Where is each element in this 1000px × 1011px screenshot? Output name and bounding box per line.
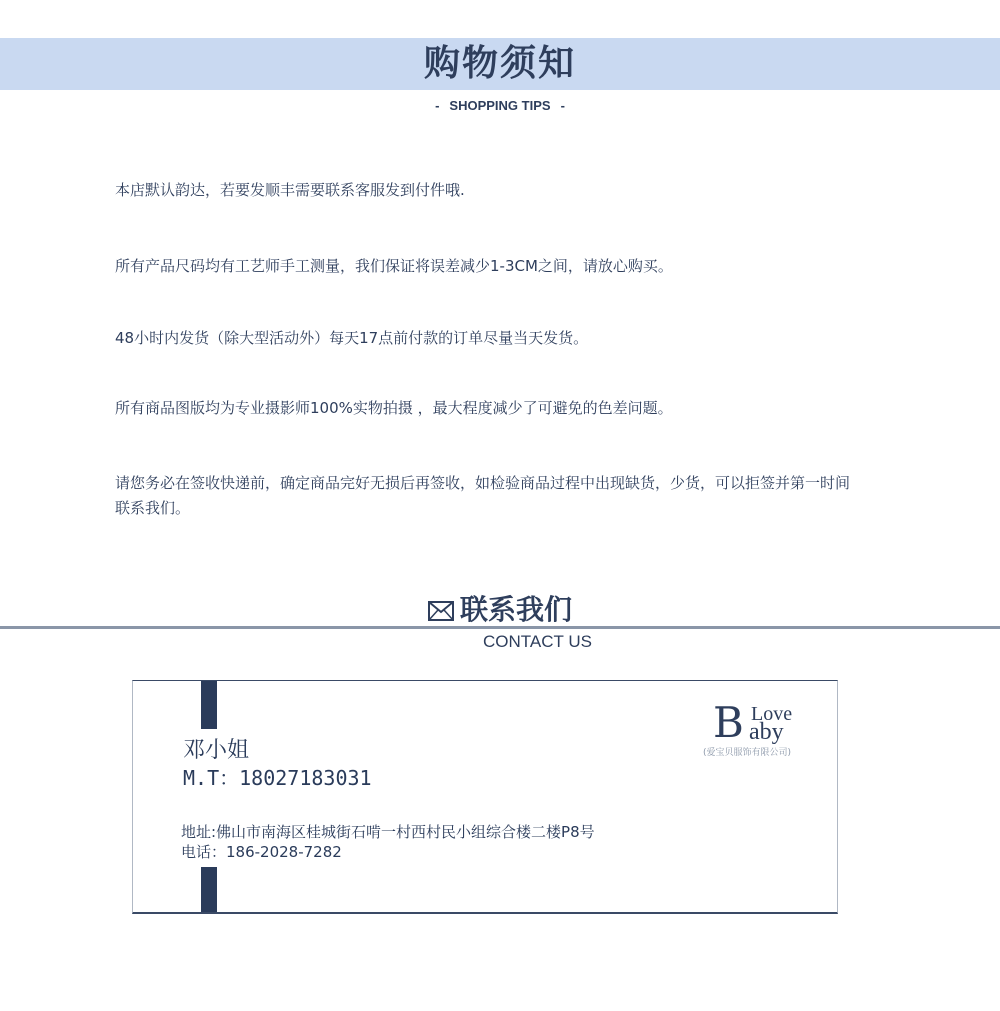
contact-mobile: M.T：18027183031 bbox=[183, 766, 372, 790]
card-accent-bar-bottom bbox=[201, 867, 217, 912]
subtitle-dash-right: - bbox=[560, 98, 565, 113]
contact-phone: 电话：186-2028-7282 bbox=[181, 843, 342, 861]
tip-item: 所有产品尺码均有工艺师手工测量，我们保证将误差减少1-3CM之间，请放心购买。 bbox=[115, 257, 673, 275]
subtitle-dash-left: - bbox=[435, 98, 440, 113]
logo-aby: aby bbox=[749, 719, 784, 745]
tip-item: 本店默认韵达，若要发顺丰需要联系客服发到付件哦. bbox=[115, 181, 465, 199]
page-subtitle bbox=[0, 98, 1000, 113]
subtitle-text: SHOPPING TIPS bbox=[449, 98, 551, 113]
contact-subtitle: CONTACT US bbox=[483, 632, 592, 651]
tip-item: 所有商品图版均为专业摄影师100%实物拍摄 ，最大程度减少了可避免的色差问题。 bbox=[115, 399, 673, 417]
contact-heading bbox=[0, 588, 1000, 628]
tip-item: 请您务必在签收快递前，确定商品完好无损后再签收，如检验商品过程中出现缺货，少货，可以拒签并第一时间联系我们。 bbox=[115, 474, 851, 517]
logo-company: (爱宝贝服饰有限公司) bbox=[703, 748, 792, 758]
brand-logo bbox=[703, 698, 823, 761]
logo-b: B bbox=[713, 698, 744, 747]
contact-address: 地址:佛山市南海区桂城街石啃一村西村民小组综合楼二楼P8号 bbox=[181, 823, 595, 841]
tip-item: 48小时内发货（除大型活动外）每天17点前付款的订单尽量当天发货。 bbox=[115, 329, 589, 347]
logo-love: Love bbox=[751, 703, 793, 725]
page-title: 购物须知 bbox=[423, 43, 576, 84]
contact-name: 邓小姐 bbox=[183, 738, 250, 763]
business-card bbox=[132, 680, 838, 914]
contact-title: 联系我们 bbox=[459, 593, 572, 626]
divider bbox=[0, 626, 1000, 629]
envelope-icon bbox=[428, 601, 454, 621]
card-accent-bar-top bbox=[201, 681, 217, 729]
